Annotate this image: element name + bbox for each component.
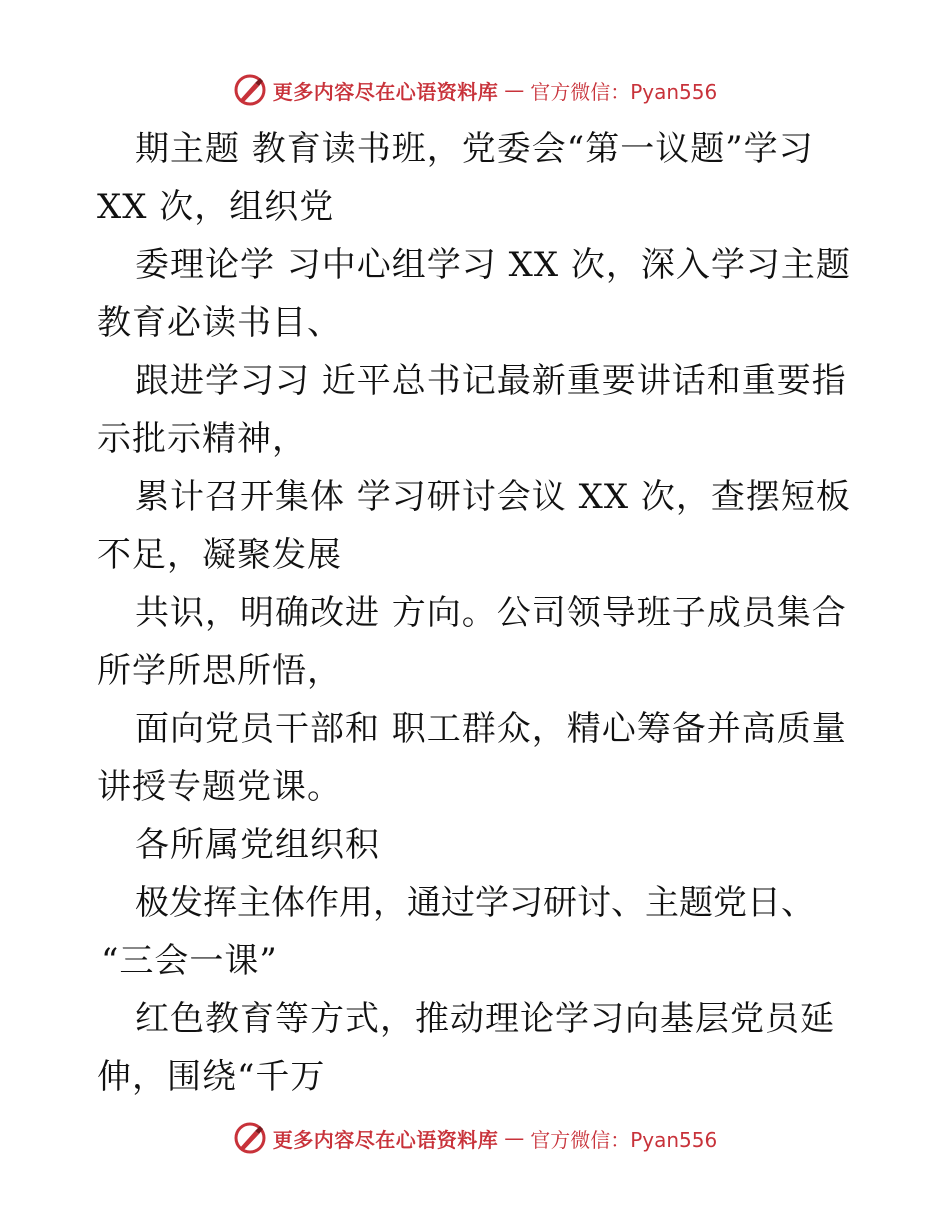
watermark-official-text: 官方微信：Pyan556 — [530, 79, 718, 104]
body-line: XX 次，组织党 — [97, 187, 335, 227]
pen-logo-icon — [233, 73, 267, 107]
body-line: 跟进学习习 近平总书记最新重要讲话和重要指 — [135, 361, 847, 401]
body-line: 共识，明确改进 方向。公司领导班子成员集合 — [135, 593, 847, 633]
watermark-separator: — — [504, 1126, 525, 1150]
footer-watermark — [0, 1118, 950, 1158]
watermark-site-text: 更多内容尽在心语资料库 — [272, 1127, 499, 1152]
body-line: 期主题 教育读书班，党委会“第一议题”学习 — [135, 129, 814, 169]
pen-logo-icon — [233, 1121, 267, 1155]
body-line: 各所属党组织积 — [135, 825, 380, 865]
body-line: “三会一课” — [101, 941, 278, 981]
body-line: 伸，围绕“千万 — [97, 1057, 326, 1097]
body-line: 讲授专题党课。 — [97, 767, 342, 807]
body-line: 红色教育等方式，推动理论学习向基层党员延 — [135, 999, 835, 1039]
watermark-separator: — — [504, 78, 525, 102]
watermark-official-text: 官方微信：Pyan556 — [530, 1127, 718, 1152]
body-line: 所学所思所悟， — [97, 651, 342, 691]
body-line: 累计召开集体 学习研讨会议 XX 次，查摆短板 — [135, 477, 851, 517]
body-line: 委理论学 习中心组学习 XX 次，深入学习主题 — [135, 245, 851, 285]
body-line: 面向党员干部和 职工群众，精心筹备并高质量 — [135, 709, 847, 749]
body-line: 不足，凝聚发展 — [97, 535, 342, 575]
watermark-site-text: 更多内容尽在心语资料库 — [272, 79, 499, 104]
body-line: 极发挥主体作用，通过学习研讨、主题党日、 — [135, 883, 815, 923]
body-line: 示批示精神， — [97, 419, 307, 459]
body-line: 教育必读书目、 — [97, 303, 342, 343]
header-watermark — [0, 70, 950, 110]
document-body — [97, 120, 851, 1106]
